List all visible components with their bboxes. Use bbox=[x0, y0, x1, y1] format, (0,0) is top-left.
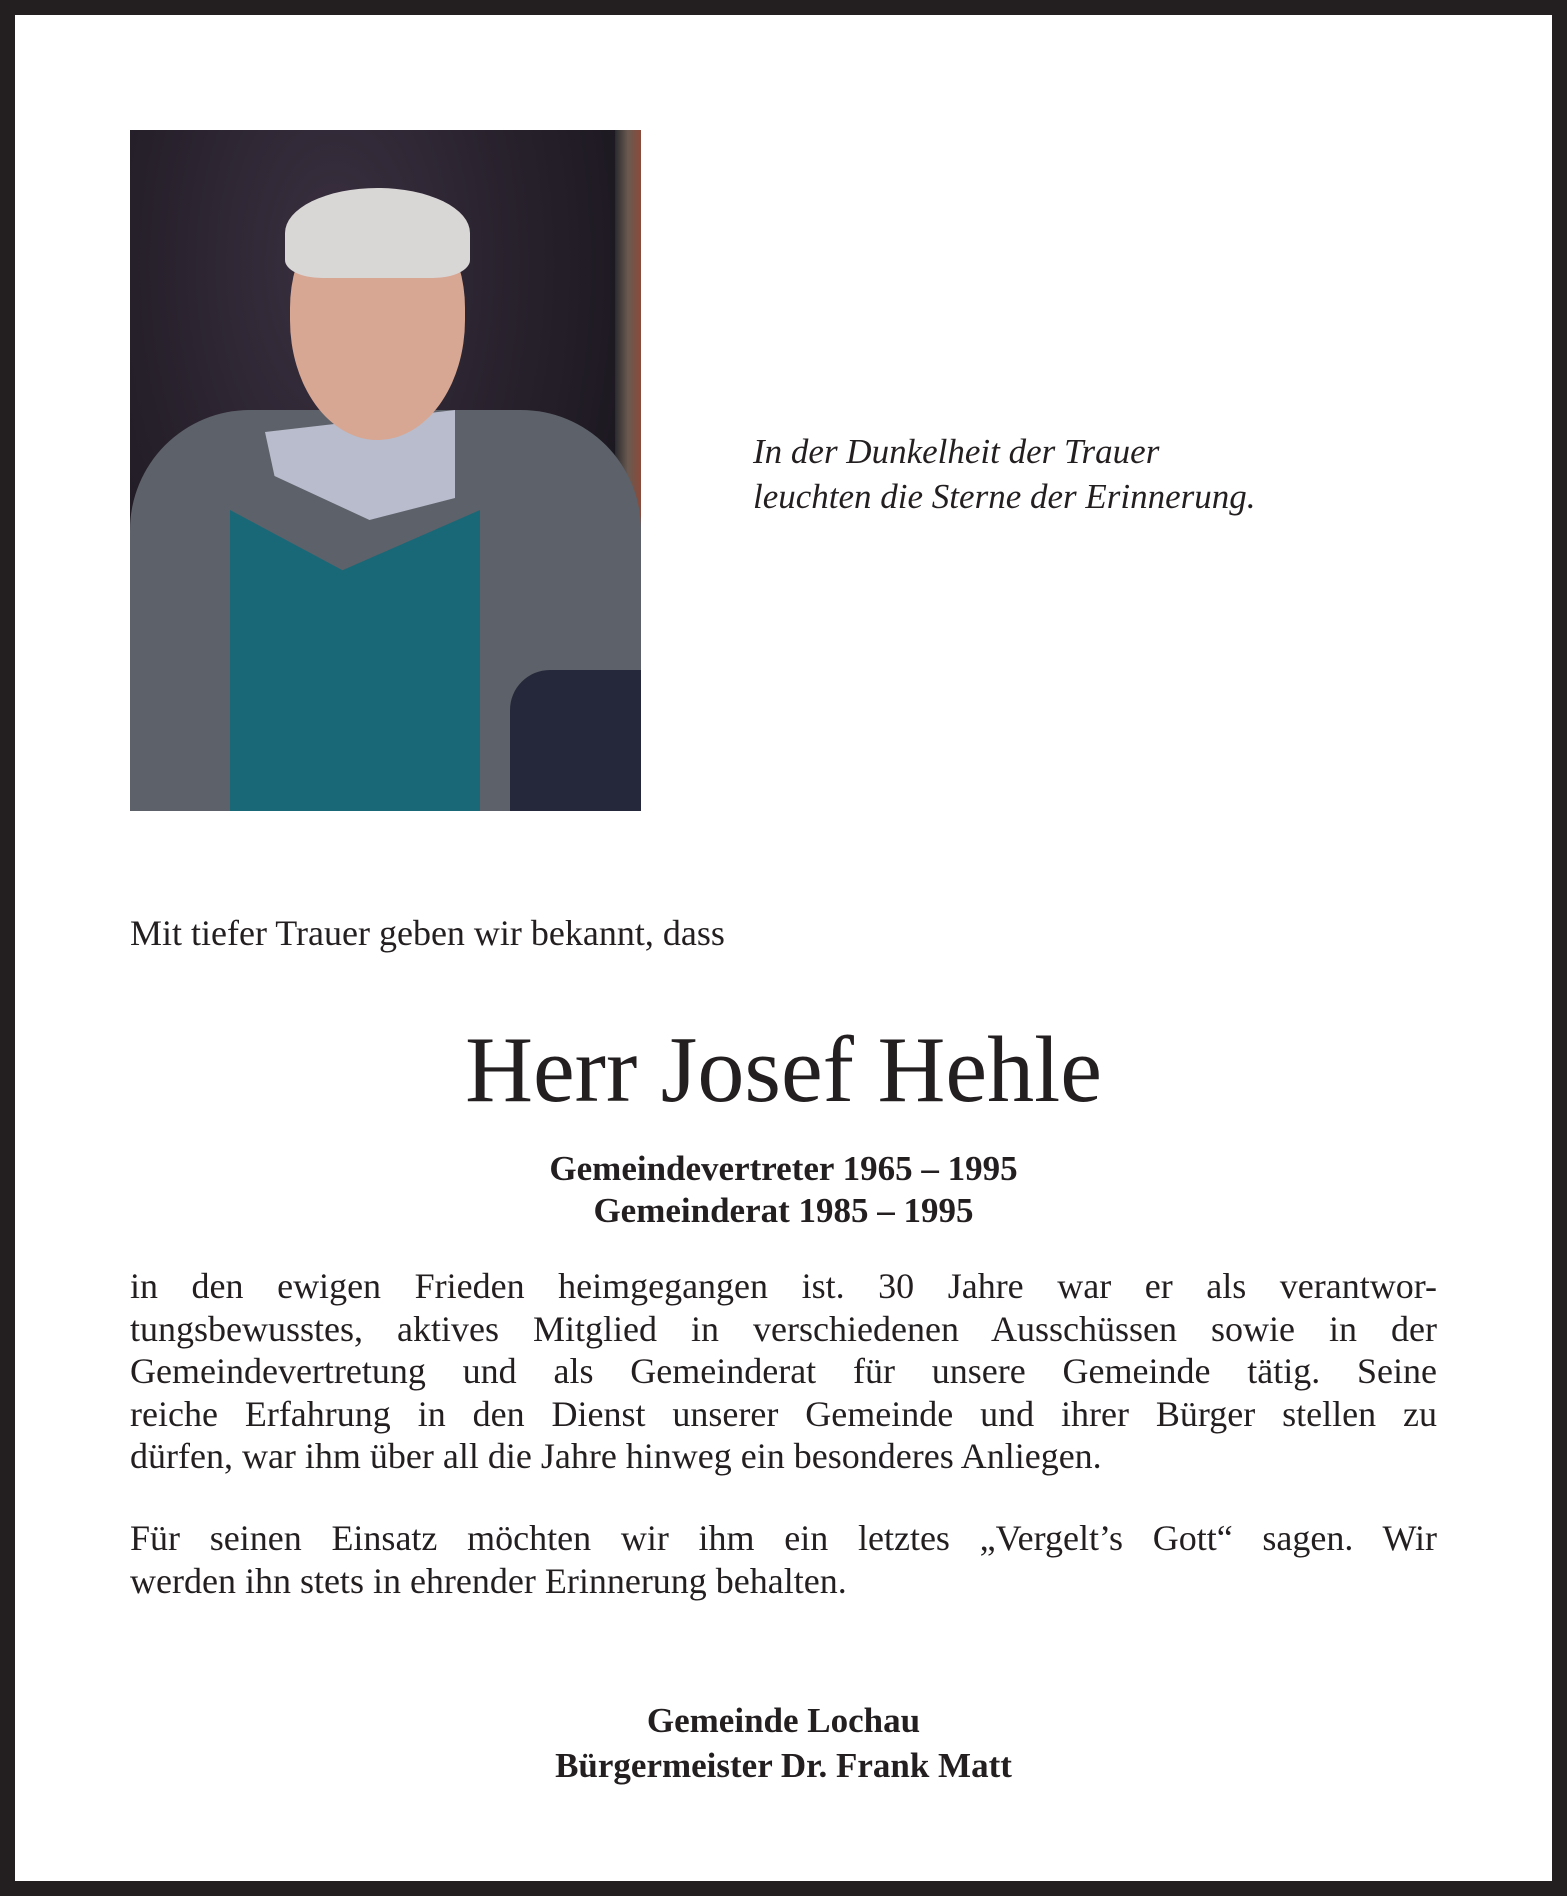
paragraph-line: in den ewigen Frieden heimgegangen ist. 30 Jahre war er als verantwor- bbox=[130, 1266, 1437, 1306]
paragraph-line: werden ihn stets in ehrender Erinnerung behalten. bbox=[130, 1560, 847, 1601]
obituary-page bbox=[15, 15, 1552, 1881]
role-line: Gemeindevertreter 1965 – 1995 bbox=[549, 1149, 1018, 1188]
quote-line: leuchten die Sterne der Erinnerung. bbox=[753, 477, 1256, 516]
quote-line: In der Dunkelheit der Trauer bbox=[753, 432, 1160, 471]
paragraph-line: reiche Erfahrung in den Dienst unserer Gemeinde und ihrer Bürger stellen zu bbox=[130, 1393, 1437, 1434]
portrait-photo bbox=[130, 130, 641, 811]
intro-text: Mit tiefer Trauer geben wir bekannt, dass bbox=[130, 913, 725, 953]
paragraph-line: Für seinen Einsatz möchten wir ihm ein letztes „Vergelt’s Gott“ sagen. Wir bbox=[130, 1518, 1437, 1558]
deceased-name: Herr Josef Hehle bbox=[465, 1018, 1102, 1122]
role-line: Gemeinderat 1985 – 1995 bbox=[593, 1191, 974, 1230]
paragraph-line: tungsbewusstes, aktives Mitglied in verschiedenen Ausschüssen sowie in der bbox=[130, 1308, 1437, 1349]
signature-line: Gemeinde Lochau bbox=[646, 1701, 921, 1740]
signature-line: Bürgermeister Dr. Frank Matt bbox=[555, 1746, 1012, 1785]
paragraph-line: dürfen, war ihm über all die Jahre hinweg ein besonderes Anliegen. bbox=[130, 1436, 1102, 1476]
paragraph-1 bbox=[130, 1265, 1437, 1478]
roles bbox=[15, 1148, 1552, 1232]
memorial-quote bbox=[753, 429, 1256, 519]
paragraph-2 bbox=[130, 1517, 1437, 1602]
paragraph-line: Gemeindevertretung und als Gemeinderat für unsere Gemeinde tätig. Seine bbox=[130, 1351, 1437, 1391]
signature bbox=[15, 1698, 1552, 1788]
